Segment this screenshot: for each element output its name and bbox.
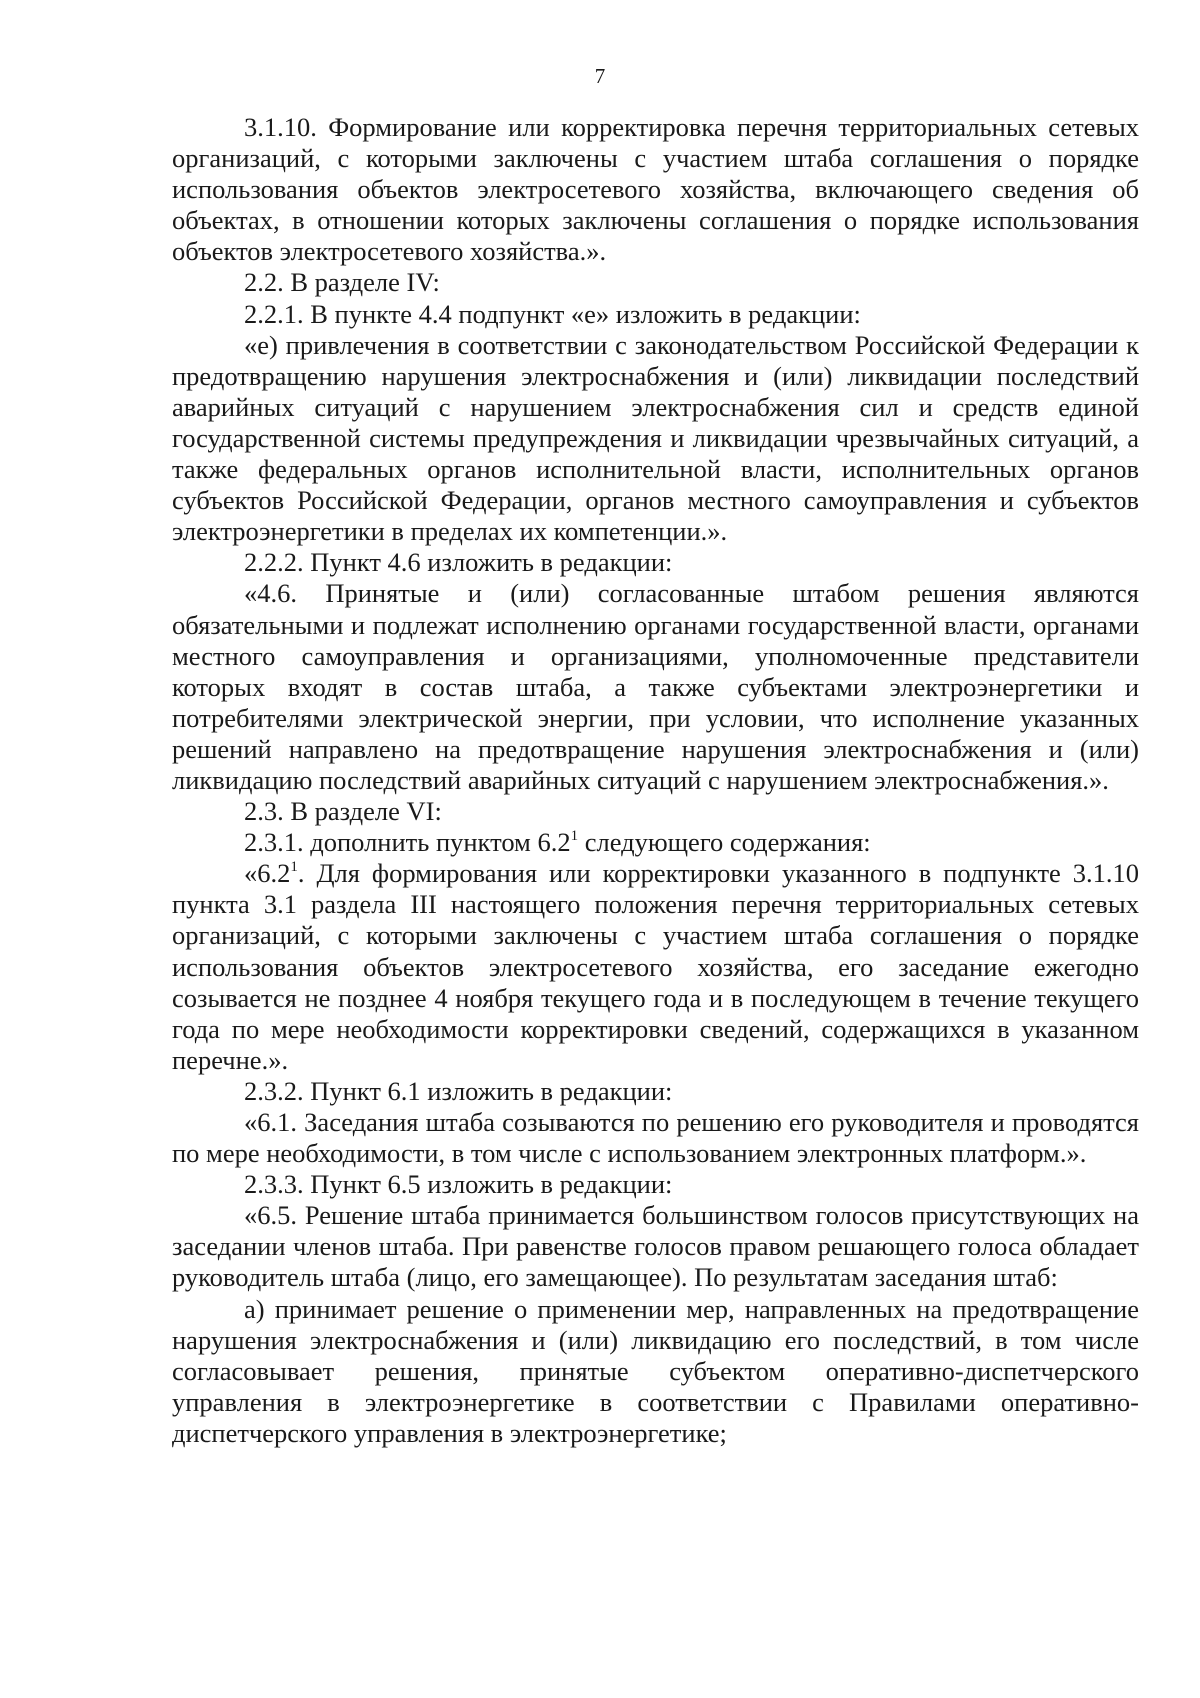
paragraph-2-3-3: 2.3.3. Пункт 6.5 изложить в редакции: [244, 1169, 673, 1200]
superscript-marker: 1 [570, 828, 579, 845]
page-number: 7 [594, 64, 606, 88]
paragraph-2-3: 2.3. В разделе VI: [244, 796, 442, 827]
paragraph-3-1-10: 3.1.10. Формирование или корректировка перечня территориальных сетевых организаций, с которыми заключены с участием штаба соглашения о порядке использования объектов электросетевого хозяйства, включающего сведения об объектах, в отношении которых заключены соглашения о порядке использования объектов электросетевого хозяйства.». [172, 112, 1139, 267]
paragraph-6-1: «6.1. Заседания штаба созываются по решению его руководителя и проводятся по мере необходимости, в том числе с использованием электронных платформ.». [172, 1107, 1139, 1169]
paragraph-subpoint-e: «е) привлечения в соответствии с законодательством Российской Федерации к предотвращению нарушения электроснабжения и (или) ликвидации последствий аварийных ситуаций с нарушением электроснабжения сил и средств единой государственной системы предупреждения и ликвидации чрезвычайных ситуаций, а также федеральных органов исполнительной власти, исполнительных органов субъектов Российской Федерации, органов местного самоуправления и субъектов электроэнергетики в пределах их компетенции.». [172, 329, 1139, 547]
document-body [172, 112, 1139, 1449]
paragraph-2-2-2: 2.2.2. Пункт 4.6 изложить в редакции: [244, 547, 673, 578]
paragraph-2-3-2: 2.3.2. Пункт 6.1 изложить в редакции: [244, 1075, 673, 1106]
paragraph-6-2-1 [172, 858, 1139, 1076]
paragraph-2-2: 2.2. В разделе IV: [244, 267, 440, 298]
superscript-marker: 1 [290, 859, 298, 876]
paragraph-2-3-1-text-end: следующего содержания: [578, 827, 871, 858]
paragraph-4-6: «4.6. Принятые и (или) согласованные штабом решения являются обязательными и подлежат исполнению органами государственной власти, органами местного самоуправления и организациями, уполномоченные представители которых входят в состав штаба, а также субъектами электроэнергетики и потребителями электрической энергии, при условии, что исполнение указанных решений направлено на предотвращение нарушения электроснабжения и (или) ликвидацию последствий аварийных ситуаций с нарушением электроснабжения.». [172, 578, 1139, 795]
paragraph-subpoint-a: а) принимает решение о применении мер, направленных на предотвращение нарушения электроснабжения и (или) ликвидацию его последствий, в том числе согласовывает решения, принятые субъектом оперативно-диспетчерского управления в электроэнергетике в соответствии с Правилами оперативно-диспетчерского управления в электроэнергетике; [172, 1293, 1139, 1448]
paragraph-6-2-1-lead: «6.2 [244, 858, 291, 889]
paragraph-2-2-1: 2.2.1. В пункте 4.4 подпункт «е» изложить в редакции: [244, 298, 861, 329]
paragraph-2-3-1 [172, 827, 1139, 858]
paragraph-6-5: «6.5. Решение штаба принимается большинством голосов присутствующих на заседании членов штаба. При равенстве голосов правом решающего голоса обладает руководитель штаба (лицо, его замещающее). По результатам заседания штаб: [172, 1200, 1139, 1293]
paragraph-2-3-1-text: 2.3.1. дополнить пунктом 6.2 [244, 827, 571, 858]
paragraph-6-2-1-text: . Для формирования или корректировки указанного в подпункте 3.1.10 пункта 3.1 раздела III настоящего положения перечня территориальных сетевых организаций, с которыми заключены с участием штаба соглашения о порядке использования объектов электросетевого хозяйства, его заседание ежегодно созывается не позднее 4 ноября текущего года и в последующем в течение текущего года по мере необходимости корректировки сведений, содержащихся в указанном перечне.». [172, 858, 1139, 1075]
